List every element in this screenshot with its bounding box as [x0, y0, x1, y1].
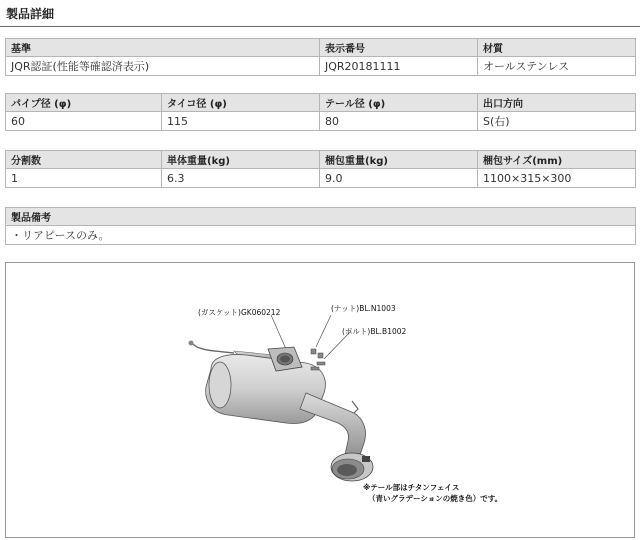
value-package-size: 1100×315×300 — [478, 169, 636, 188]
tail-note-line1: ※テール部はチタンフェイス — [363, 483, 460, 492]
header-pieces: 分割数 — [6, 151, 162, 169]
title-divider — [0, 26, 640, 27]
gasket-callout: (ガスケット)GK060212 — [198, 308, 281, 317]
header-pipe-diameter: パイプ径 (φ) — [6, 94, 162, 112]
table-header-row — [6, 94, 636, 112]
table-header-row — [6, 151, 636, 169]
section-title: 製品詳細 — [6, 7, 55, 21]
spec-table-dimensions — [5, 93, 636, 131]
value-pieces: 1 — [6, 169, 162, 188]
header-package-weight: 梱包重量(kg) — [320, 151, 478, 169]
value-tail-diameter: 80 — [320, 112, 478, 131]
section-header — [0, 0, 640, 24]
table-row — [6, 57, 636, 76]
table-row — [6, 226, 636, 245]
bolt-callout: (ボルト)BL.B1002 — [342, 327, 407, 336]
header-display-number: 表示番号 — [320, 39, 478, 57]
value-material: オールステンレス — [478, 57, 636, 76]
header-tail-diameter: テール径 (φ) — [320, 94, 478, 112]
nut-callout: (ナット)BL.N1003 — [331, 304, 396, 313]
header-material: 材質 — [478, 39, 636, 57]
value-exit-direction: S(右) — [478, 112, 636, 131]
header-standard: 基準 — [6, 39, 320, 57]
table-header-row — [6, 208, 636, 226]
value-remarks: ・リアピースのみ。 — [6, 226, 636, 245]
header-unit-weight: 単体重量(kg) — [162, 151, 320, 169]
tail-note-line2: （青いグラデーションの焼き色）です。 — [368, 494, 503, 503]
value-standard: JQR認証(性能等確認済表示) — [6, 57, 320, 76]
spec-table-standard — [5, 38, 636, 76]
value-pipe-diameter: 60 — [6, 112, 162, 131]
value-display-number: JQR20181111 — [320, 57, 478, 76]
spec-table-weights — [5, 150, 636, 188]
table-header-row — [6, 39, 636, 57]
exhaust-illustration — [6, 263, 634, 537]
remarks-table — [5, 207, 636, 245]
product-drawing — [5, 262, 635, 538]
header-exit-direction: 出口方向 — [478, 94, 636, 112]
table-row — [6, 169, 636, 188]
header-remarks: 製品備考 — [6, 208, 636, 226]
table-row — [6, 112, 636, 131]
value-muffler-diameter: 115 — [162, 112, 320, 131]
header-muffler-diameter: タイコ径 (φ) — [162, 94, 320, 112]
value-package-weight: 9.0 — [320, 169, 478, 188]
value-unit-weight: 6.3 — [162, 169, 320, 188]
header-package-size: 梱包サイズ(mm) — [478, 151, 636, 169]
